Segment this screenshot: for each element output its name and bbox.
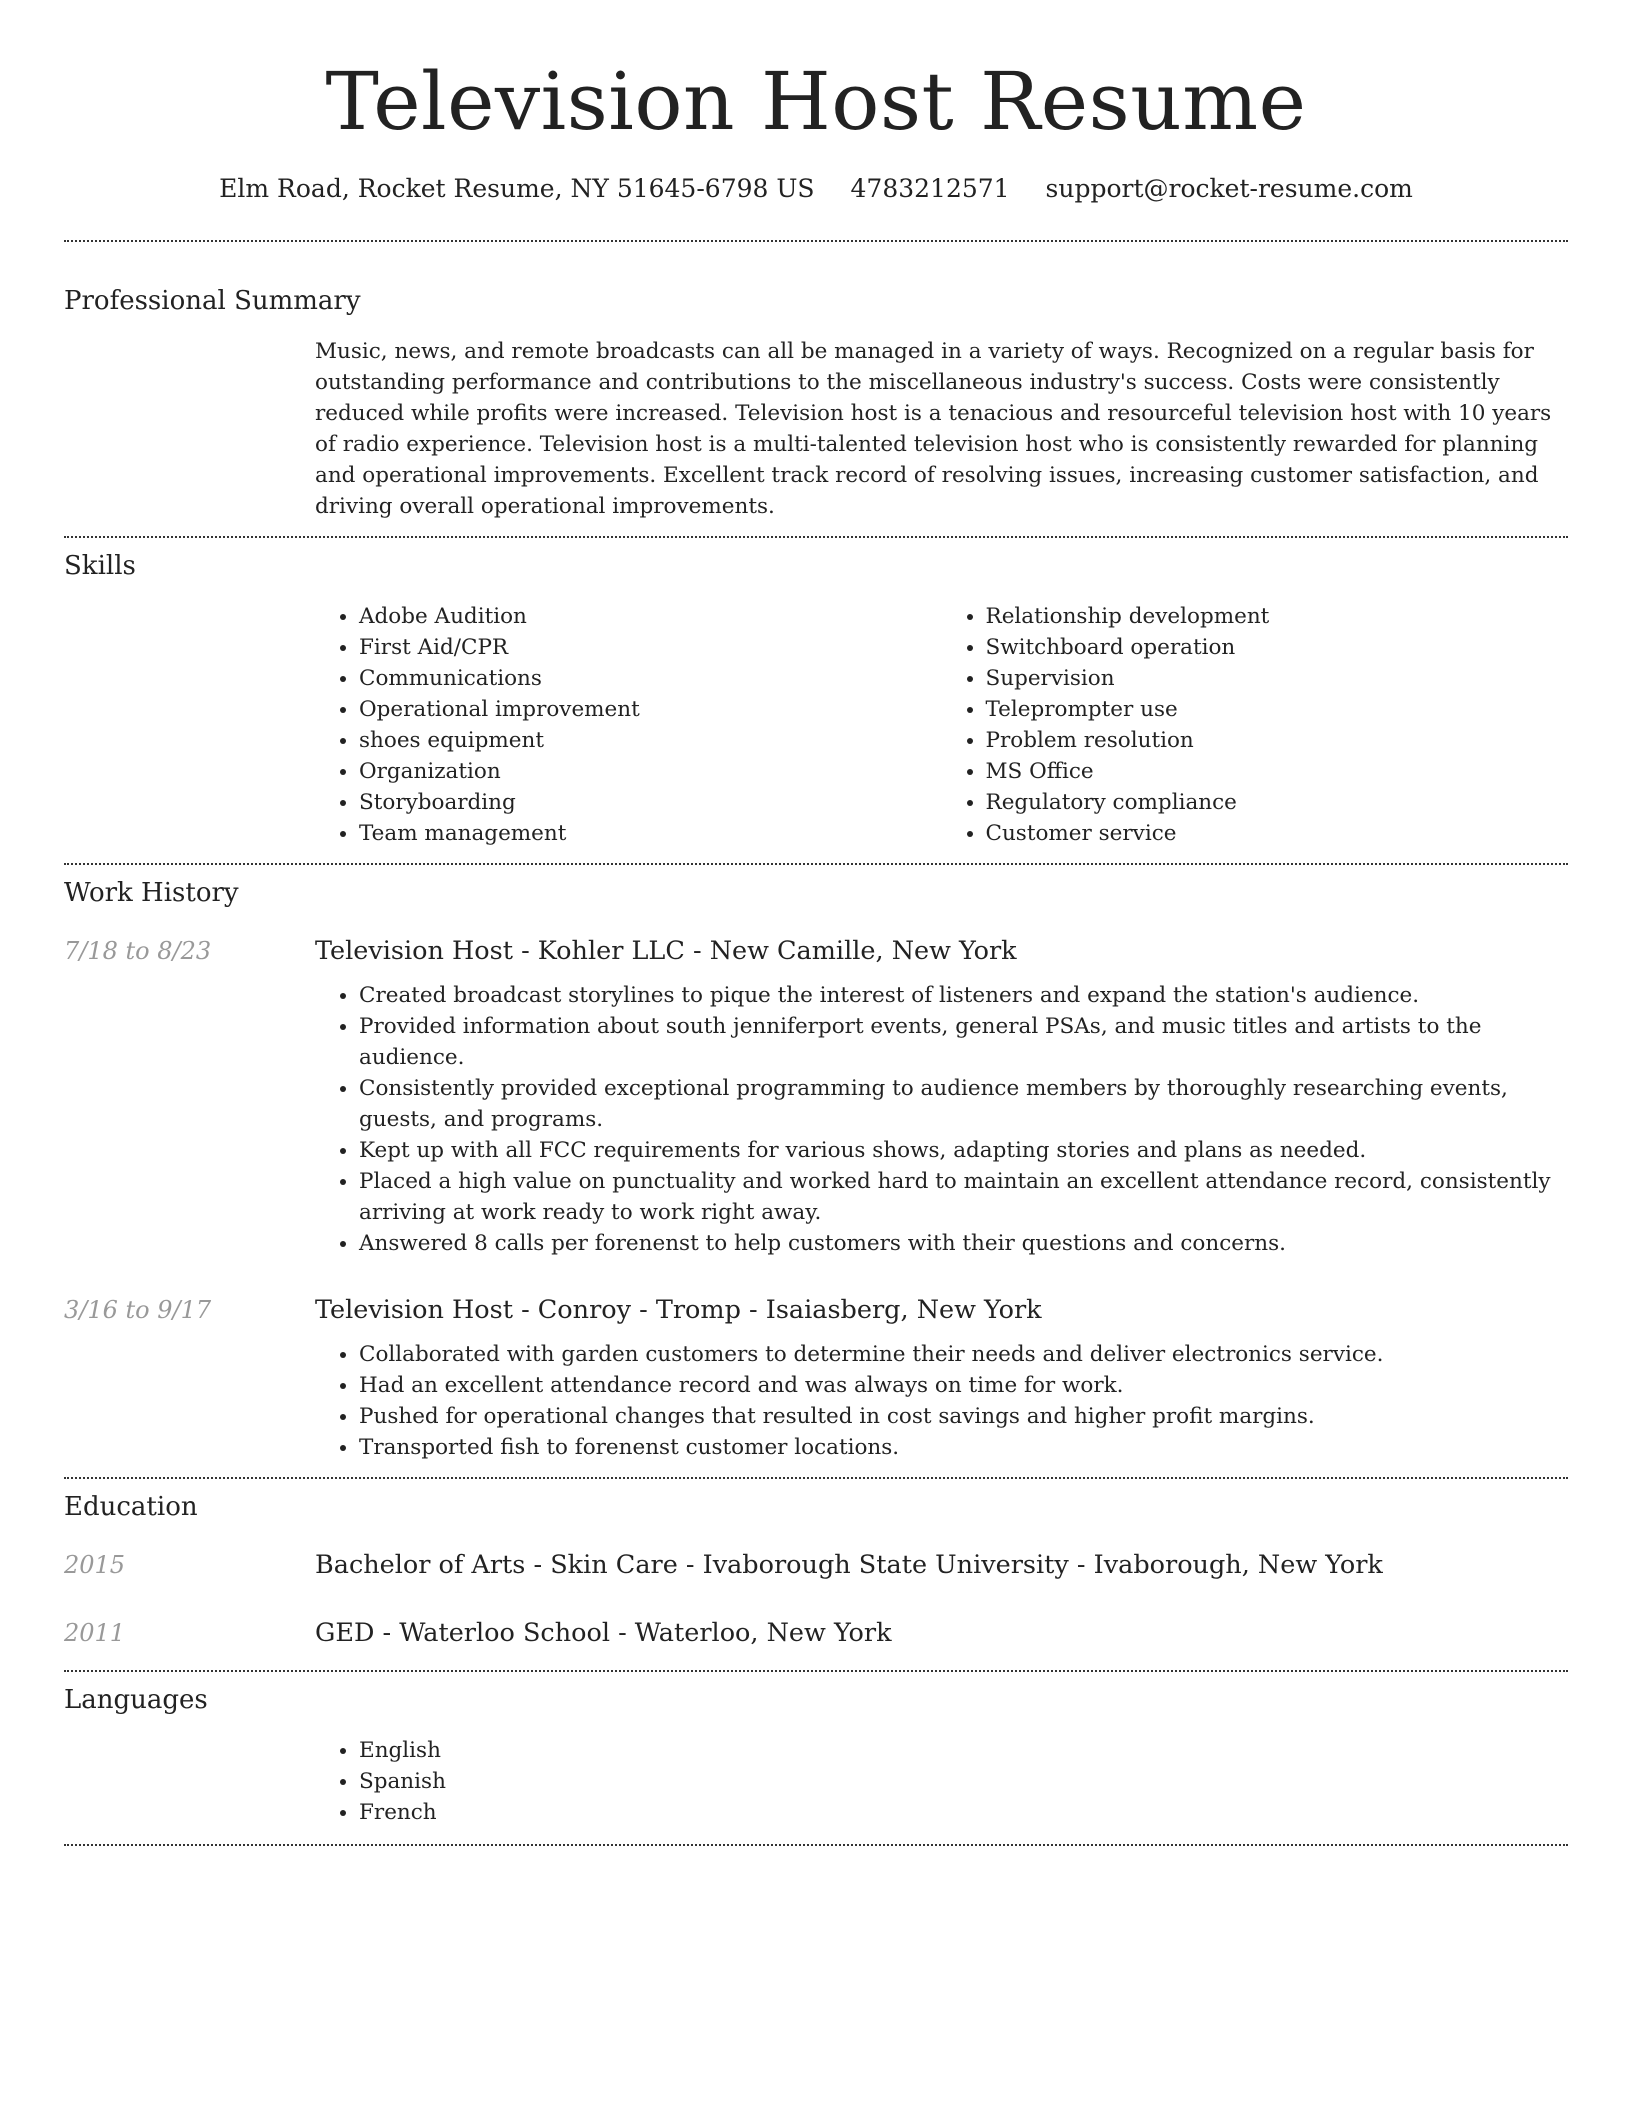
skill-item: • Customer service <box>986 818 1569 849</box>
education-year: 2011 <box>64 1619 126 1647</box>
job-entry <box>64 934 1568 1259</box>
language-item: • Spanish <box>359 1766 1568 1797</box>
skill-item: • Problem resolution <box>986 725 1569 756</box>
skills-section <box>64 538 1568 863</box>
summary-text: Music, news, and remote broadcasts can all be managed in a variety of ways. Recognized on a regular basis for outstanding performance and contributions to the miscellaneous industry's success. Costs were consistently reduced while profits were increased. Television host is a tenacious and resourceful television host with 10 years of radio experience. Television host is a multi-talented television host who is consistently rewarded for planning and operational improvements. Excellent track record of resolving issues, increasing customer satisfaction, and driving overall operational improvements. <box>315 339 1552 519</box>
divider <box>64 1844 1568 1846</box>
skill-item: • Adobe Audition <box>359 601 942 632</box>
resume-title: Television Host Resume <box>325 55 1307 148</box>
job-entry <box>64 1293 1568 1463</box>
language-item: • French <box>359 1797 1568 1828</box>
section-title-skills: Skills <box>64 551 136 581</box>
job-bullet: • Collaborated with garden customers to determine their needs and deliver electronics service. <box>359 1339 1568 1370</box>
contact-email: support@rocket-resume.com <box>1045 174 1413 203</box>
job-bullet: • Created broadcast storylines to pique the interest of listeners and expand the station's audience. <box>359 980 1568 1011</box>
job-dates: 7/18 to 8/23 <box>64 937 212 965</box>
education-entry <box>64 1548 1568 1582</box>
contact-address: Elm Road, Rocket Resume, NY 51645-6798 US <box>219 174 815 203</box>
skill-item: • shoes equipment <box>359 725 942 756</box>
skill-item: • Organization <box>359 756 942 787</box>
job-bullet: • Kept up with all FCC requirements for various shows, adapting stories and plans as needed. <box>359 1135 1568 1166</box>
job-dates: 3/16 to 9/17 <box>64 1296 212 1324</box>
skills-list-left <box>315 601 942 849</box>
skill-item: • Regulatory compliance <box>986 787 1569 818</box>
section-title-summary: Professional Summary <box>64 286 361 316</box>
languages-section <box>64 1672 1568 1844</box>
job-bullet: • Provided information about south jenniferport events, general PSAs, and music titles and artists to the audience. <box>359 1011 1568 1073</box>
skill-item: • MS Office <box>986 756 1569 787</box>
section-title-languages: Languages <box>64 1685 208 1715</box>
job-heading: Television Host - Kohler LLC - New Camille, New York <box>315 936 1017 966</box>
skill-item: • Switchboard operation <box>986 632 1569 663</box>
job-bullets <box>315 980 1568 1259</box>
skill-item: • Storyboarding <box>359 787 942 818</box>
education-year: 2015 <box>64 1551 126 1579</box>
skill-item: • Supervision <box>986 663 1569 694</box>
job-bullets <box>315 1339 1568 1463</box>
skill-item: • Teleprompter use <box>986 694 1569 725</box>
job-bullet: • Had an excellent attendance record and was always on time for work. <box>359 1370 1568 1401</box>
language-item: • English <box>359 1735 1568 1766</box>
contact-phone: 4783212571 <box>850 174 1010 203</box>
skill-item: • Team management <box>359 818 942 849</box>
job-bullet: • Transported fish to forenenst customer locations. <box>359 1432 1568 1463</box>
resume-page <box>64 0 1568 1846</box>
job-bullet: • Pushed for operational changes that resulted in cost savings and higher profit margins. <box>359 1401 1568 1432</box>
languages-list <box>315 1735 1568 1828</box>
job-heading: Television Host - Conroy - Tromp - Isaiasberg, New York <box>315 1295 1042 1325</box>
contact-line <box>64 172 1568 206</box>
education-entry <box>64 1616 1568 1650</box>
job-bullet: • Placed a high value on punctuality and worked hard to maintain an excellent attendance record, consistently arriving at work ready to work right away. <box>359 1166 1568 1228</box>
education-section <box>64 1479 1568 1670</box>
skill-item: • Operational improvement <box>359 694 942 725</box>
job-bullet: • Consistently provided exceptional programming to audience members by thoroughly researching events, guests, and programs. <box>359 1073 1568 1135</box>
section-title-education: Education <box>64 1492 198 1522</box>
education-text: Bachelor of Arts - Skin Care - Ivaborough State University - Ivaborough, New York <box>315 1550 1383 1580</box>
skill-item: • Communications <box>359 663 942 694</box>
section-title-work: Work History <box>64 878 239 908</box>
skill-item: • First Aid/CPR <box>359 632 942 663</box>
skills-list-right <box>942 601 1569 849</box>
job-bullet: • Answered 8 calls per forenenst to help customers with their questions and concerns. <box>359 1228 1568 1259</box>
education-text: GED - Waterloo School - Waterloo, New York <box>315 1618 892 1648</box>
work-section <box>64 865 1568 1477</box>
skill-item: • Relationship development <box>986 601 1569 632</box>
summary-section <box>64 242 1568 536</box>
